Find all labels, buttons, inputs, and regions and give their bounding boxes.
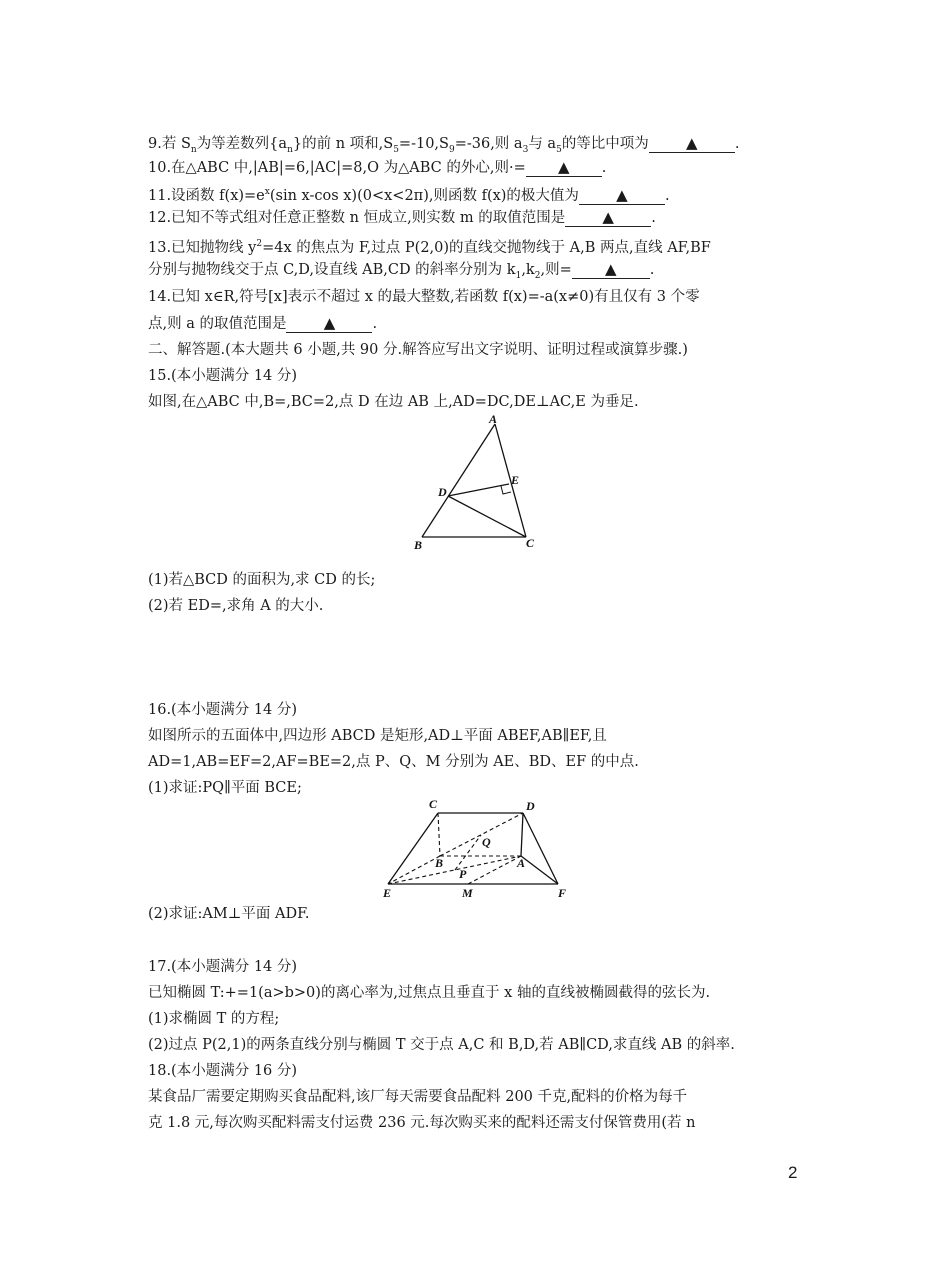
edge-DA xyxy=(521,813,523,856)
label-B: B xyxy=(435,856,444,870)
answer-blank xyxy=(565,209,651,227)
triangle-figure xyxy=(400,412,550,554)
question-18-stem-1: 某食品厂需要定期购买食品配料,该厂每天需要食品配料 200 千克,配料的价格为每千 xyxy=(148,1089,688,1105)
label-B: B xyxy=(414,538,423,552)
question-15-header: 15.(本小题满分 14 分) xyxy=(148,368,298,384)
question-14-line-2: 点,则 a 的取值范围是 ▲ . xyxy=(148,314,378,332)
edge-BE xyxy=(388,856,440,884)
triangle-icon: ▲ xyxy=(602,208,614,226)
question-11: 11.设函数 $f(x)=e^x(\sin$ x-cos x)(0<x<2π),则函数 f(x)的极大值为 ▲ . xyxy=(148,185,670,204)
question-16-header: 16.(本小题满分 14 分) xyxy=(148,702,298,718)
question-17-stem: 已知椭圆 T:+=1(a>b>0)的离心率为,过焦点且垂直于 x 轴的直线被椭圆截得的弦长为. xyxy=(148,985,711,1001)
label-E: E xyxy=(383,886,392,900)
edge-AF xyxy=(521,856,558,884)
question-15-part-1: (1)若△BCD 的面积为,求 CD 的长; xyxy=(148,572,376,588)
question-17-header: 17.(本小题满分 14 分) xyxy=(148,959,298,975)
page-number: 2 xyxy=(788,1163,798,1182)
question-17-part-1: (1)求椭圆 T 的方程; xyxy=(148,1011,280,1027)
label-Q: Q xyxy=(482,835,491,849)
triangle-icon: ▲ xyxy=(686,134,698,152)
segment-DE xyxy=(448,484,509,496)
triangle-icon: ▲ xyxy=(323,314,336,332)
label-D: D xyxy=(526,799,535,813)
label-D: D xyxy=(438,485,447,499)
edge-AB xyxy=(422,424,495,537)
question-15-stem: 如图,在△ABC 中,B=,BC=2,点 D 在边 AB 上,AD=DC,DE⊥AC,E 为垂足. xyxy=(148,394,639,410)
question-13-line-2: 分别与抛物线交于点 C,D,设直线 AB,CD 的斜率分别为 $k_1,k_2$,则= ▲ . xyxy=(148,260,655,281)
question-16-part-2: (2)求证:AM⊥平面 ADF. xyxy=(148,906,310,922)
triangle-icon: ▲ xyxy=(557,158,570,176)
edge-DF xyxy=(523,813,558,884)
answer-blank xyxy=(526,159,602,177)
label-F: F xyxy=(558,886,567,900)
triangle-icon: ▲ xyxy=(604,260,617,278)
question-18-header: 18.(本小题满分 16 分) xyxy=(148,1063,298,1079)
question-14-line-1: 14.已知 x∈R,符号[x]表示不超过 x 的最大整数,若函数 f(x)=-a(x≠0)有且仅有 3 个零 xyxy=(148,289,700,305)
label-P: P xyxy=(459,867,467,881)
question-18-stem-2: 克 1.8 元,每次购买配料需支付运费 236 元.每次购买来的配料还需支付保管费用(若 n xyxy=(148,1115,696,1131)
question-16-part-1: (1)求证:PQ∥平面 BCE; xyxy=(148,780,302,796)
edge-EC xyxy=(388,813,438,884)
label-A: A xyxy=(517,856,526,870)
label-E: E xyxy=(511,473,520,487)
segment-MA xyxy=(468,856,521,884)
question-10: 10.在△ABC 中,|AB|=6,|AC|=8,O 为△ABC 的外心,则·= ▲ . xyxy=(148,158,607,176)
label-M: M xyxy=(462,886,473,900)
question-9: 9.若 $S_n$为等差数列$\{a_n\}$的前 n 项和$,S_5=-10,S_9=-36$,则 $a_3$与 $a_5$的等比中项为 ▲ . xyxy=(148,134,740,155)
label-C: C xyxy=(526,536,535,550)
pentahedron-figure xyxy=(378,796,578,904)
label-C: C xyxy=(429,797,438,811)
answer-blank xyxy=(572,261,650,279)
edge-CB xyxy=(438,813,440,856)
answer-blank xyxy=(579,187,665,205)
question-12: 12.已知不等式组对任意正整数 n 恒成立,则实数 m 的取值范围是 ▲ . xyxy=(148,208,656,226)
section-heading: 二、解答题.(本大题共 6 小题,共 90 分.解答应写出文字说明、证明过程或演算步骤.) xyxy=(148,342,688,358)
question-16-stem-1: 如图所示的五面体中,四边形 ABCD 是矩形,AD⊥平面 ABEF,AB∥EF,且 xyxy=(148,728,607,744)
question-16-stem-2: AD=1,AB=EF=2,AF=BE=2,点 P、Q、M 分别为 AE、BD、EF 的中点. xyxy=(148,754,639,770)
triangle-icon: ▲ xyxy=(616,185,628,204)
right-angle-mark xyxy=(501,486,511,494)
answer-blank xyxy=(649,135,735,153)
answer-blank xyxy=(286,315,372,333)
label-A: A xyxy=(489,412,498,426)
segment-EA xyxy=(388,856,521,884)
question-15-part-2: (2)若 ED=,求角 A 的大小. xyxy=(148,598,324,614)
question-13-line-1: 13.已知抛物线 $y^2=4x$ 的焦点为 F,过点 P(2,0)的直线交抛物线于 A,B 两点,直线 AF,BF xyxy=(148,239,711,256)
segment-DC xyxy=(448,496,526,537)
question-17-part-2: (2)过点 P(2,1)的两条直线分别与椭圆 T 交于点 A,C 和 B,D,若 AB∥CD,求直线 AB 的斜率. xyxy=(148,1037,735,1053)
